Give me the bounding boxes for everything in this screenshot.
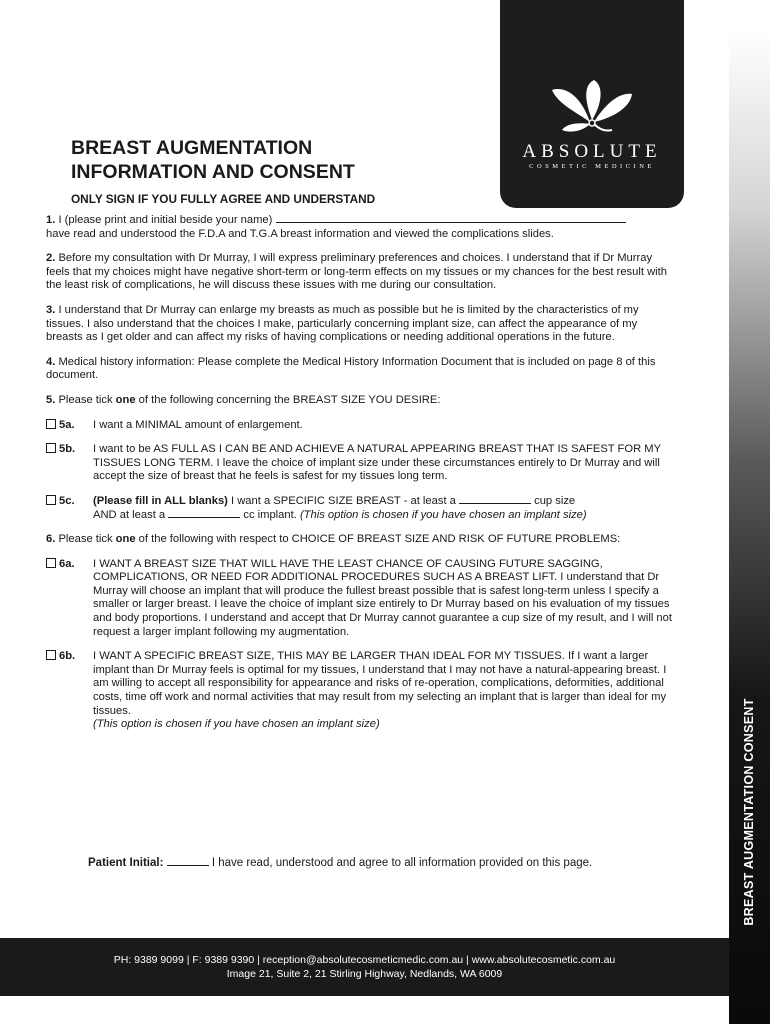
item-5: 5. Please tick one of the following concerning the BREAST SIZE YOU DESIRE:: [46, 393, 441, 406]
side-label: BREAST AUGMENTATION CONSENT: [742, 698, 756, 926]
name-field[interactable]: [276, 222, 626, 223]
page-subtitle: ONLY SIGN IF YOU FULLY AGREE AND UNDERSTAND: [71, 192, 376, 206]
option-5a: 5a. I want a MINIMAL amount of enlargement.: [46, 419, 676, 433]
page-footer: [0, 938, 729, 996]
item-2: 2. Before my consultation with Dr Murray, I will express preliminary preferences and choices. I understand that if Dr Murray feels that my choices might have negative short-term or long-term effects on my tissues or my chances for the best result with the least risk of complications, he will discuss these issues with me during our consultation.: [46, 252, 667, 292]
patient-initial-field[interactable]: [167, 865, 209, 866]
clinic-logo: [500, 0, 684, 208]
option-6a: 6a. I WANT A BREAST SIZE THAT WILL HAVE THE LEAST CHANCE OF CAUSING FUTURE SAGGING, COMPLICATIONS, OR NEED FOR ADDITIONAL PROCEDURES SUCH AS A BREAST LIFT. I understand that Dr Murray will choose an implant that will produce the fullest breast possible that is safest long-term unless I specify a smaller or larger breast. I leave the choice of implant size entirely to Dr Murray based on his evaluation of my tissues and body proportions. I understand and accept that Dr Murray cannot guarantee a cup size of my result, and I will not request a larger implant following my augmentation.: [46, 558, 676, 640]
option-5b: 5b. I want to be AS FULL AS I CAN BE AND ACHIEVE A NATURAL APPEARING BREAST THAT IS SAFEST FOR MY TISSUES LONG TERM. I leave the choice of implant size under these circumstances entirely to Dr Murray and will accept the size of breast that he feels is safest for my tissues long term.: [46, 443, 676, 484]
checkbox-6a[interactable]: [46, 558, 56, 568]
item-3: 3. I understand that Dr Murray can enlarge my breasts as much as possible but he is limited by the characteristics of my tissues. I also understand that the choices I make, particularly concerning implant size, can affect the appearance of my breasts as I get older and can affect my risks of having complications or needing additional operations in the future.: [46, 303, 639, 344]
item-6: 6. Please tick one of the following with respect to CHOICE OF BREAST SIZE AND RISK OF FUTURE PROBLEMS:: [46, 533, 621, 546]
flower-logo-icon: [546, 78, 638, 138]
brand-tagline: COSMETIC MEDICINE: [529, 163, 655, 170]
item-4: 4. Medical history information: Please complete the Medical History Information Document that is included on page 8 of this document.: [46, 355, 656, 382]
page-title: BREAST AUGMENTATION INFORMATION AND CONSENT: [71, 137, 355, 183]
cup-size-field[interactable]: [459, 503, 531, 504]
brand-name: ABSOLUTE: [522, 141, 662, 162]
checkbox-5b[interactable]: [46, 443, 56, 453]
consent-body: [46, 214, 676, 732]
option-6b: 6b. I WANT A SPECIFIC BREAST SIZE, THIS MAY BE LARGER THAN IDEAL FOR MY TISSUES. If I want a larger implant than Dr Murray feels is optimal for my tissues, I understand that I may not have a natural-appearing breast. I am willing to accept all responsibility for appearance and risks of re-operation, complications, deformities, additional costs, time off work and normal activities that may result from my selecting an implant that is larger than ideal for my tissues. (This option is chosen if you have chosen an implant size): [46, 650, 676, 732]
checkbox-5a[interactable]: [46, 419, 56, 429]
option-5c: 5c. (Please fill in ALL blanks) I want a SPECIFIC SIZE BREAST - at least a cup size AND at least a cc implant. (This option is chosen if you have chosen an implant size): [46, 495, 676, 522]
item-1: 1. I (please print and initial beside your name) have read and understood the F.D.A and T.G.A breast information and viewed the complications slides.: [46, 214, 676, 241]
implant-cc-field[interactable]: [168, 517, 240, 518]
checkbox-6b[interactable]: [46, 650, 56, 660]
footer-contact: PH: 9389 9099 | F: 9389 9390 | reception@absolutecosmeticmedic.com.au | www.absolutecosmetic.com.au: [113, 954, 616, 966]
checkbox-5c[interactable]: [46, 495, 56, 505]
footer-address: Image 21, Suite 2, 21 Stirling Highway, Nedlands, WA 6009: [226, 968, 503, 980]
patient-initial-line: Patient Initial: I have read, understood and agree to all information provided on this page.: [88, 857, 593, 869]
